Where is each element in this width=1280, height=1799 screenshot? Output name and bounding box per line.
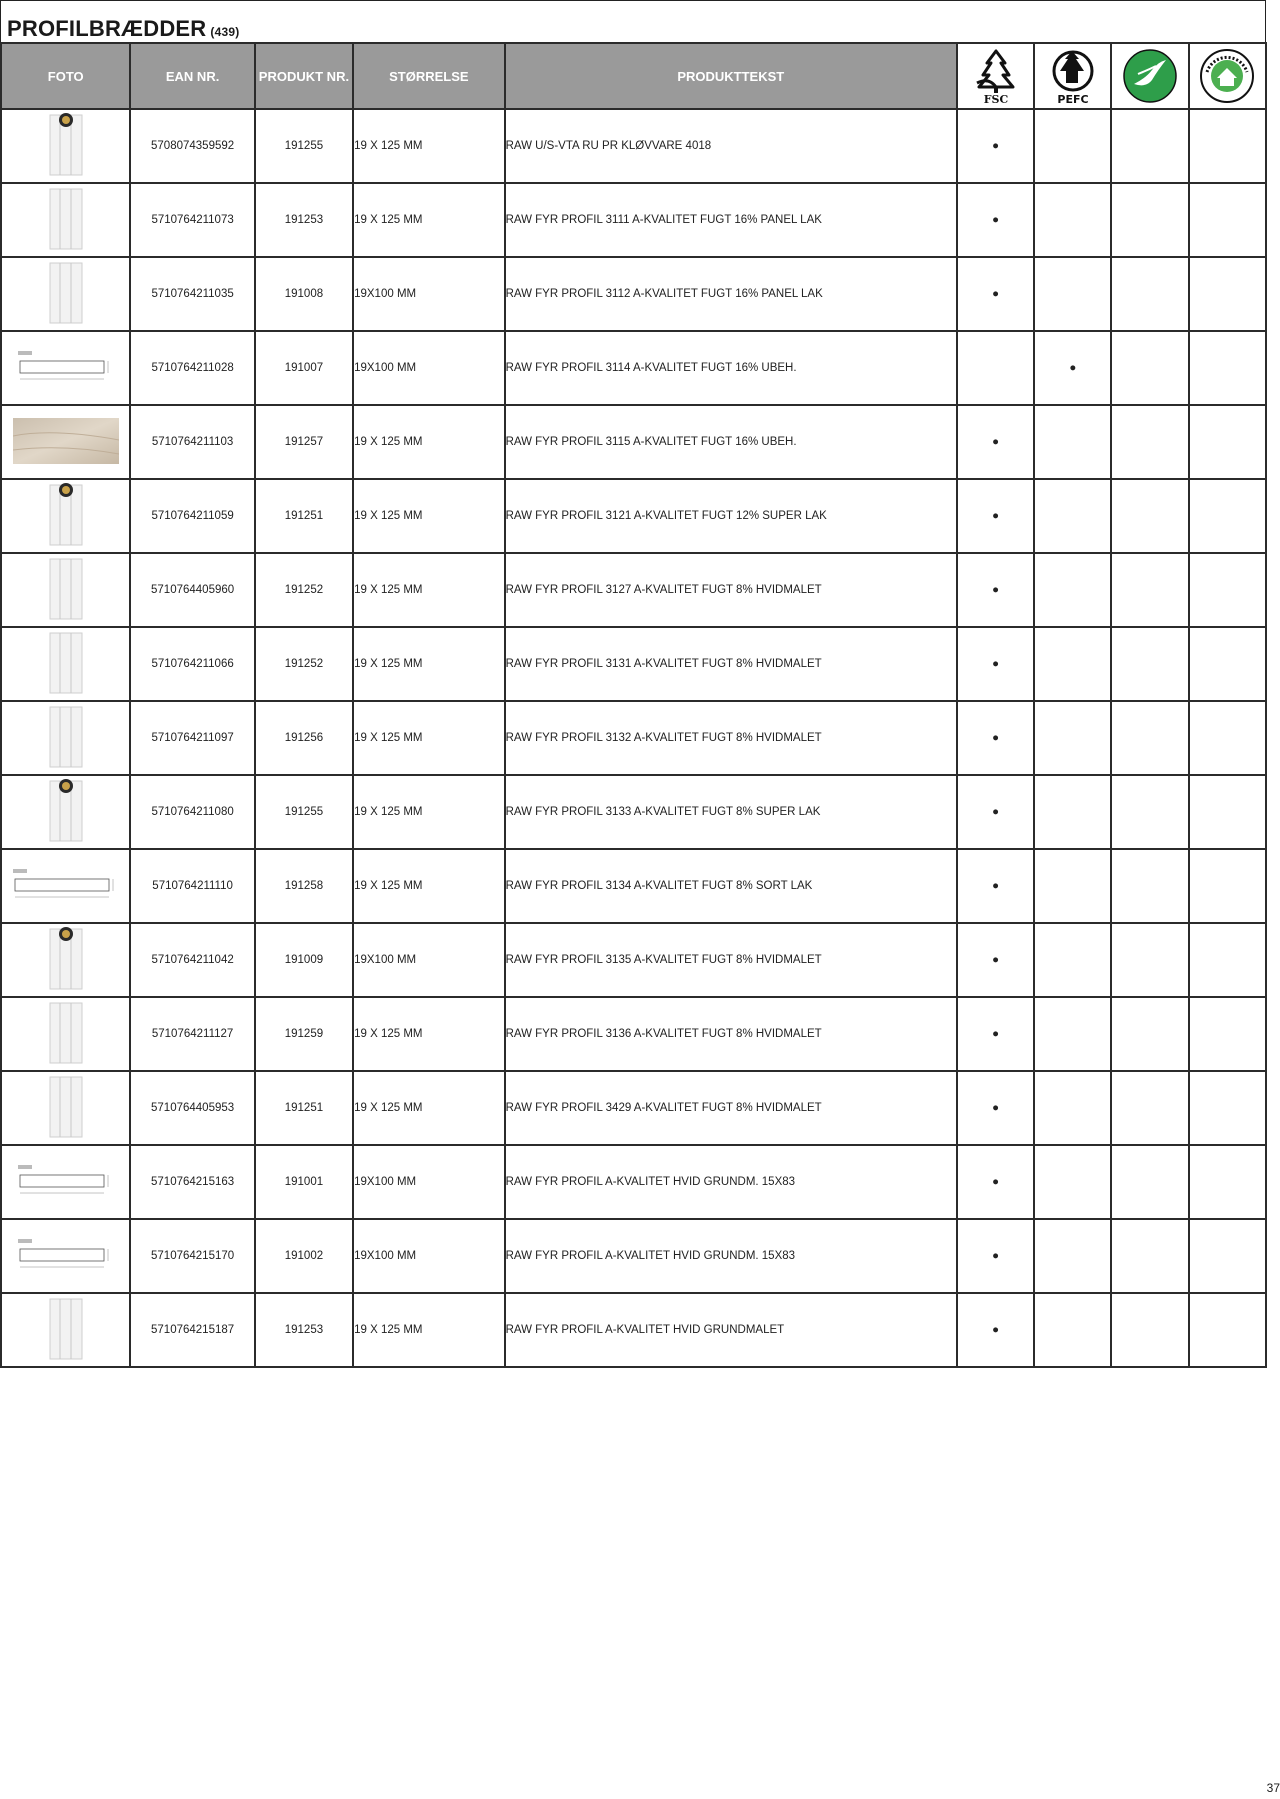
certification-dot: ● bbox=[992, 880, 1000, 892]
fsc-mark-cell bbox=[957, 257, 1034, 331]
header-ean: EAN NR. bbox=[130, 43, 254, 109]
table-row bbox=[1, 849, 1266, 923]
fsc-mark-cell bbox=[957, 923, 1034, 997]
produkt-nr-cell: 191251 bbox=[255, 479, 353, 553]
pefc-mark-cell bbox=[1034, 775, 1111, 849]
nordic-swan-mark-cell bbox=[1111, 257, 1188, 331]
produkt-nr-cell: 191007 bbox=[255, 331, 353, 405]
pefc-logo-label: PEFC bbox=[1057, 93, 1089, 105]
indoor-climate-mark-cell bbox=[1189, 849, 1266, 923]
pefc-mark-cell bbox=[1034, 1145, 1111, 1219]
header-indoor-climate bbox=[1189, 43, 1266, 109]
produkt-nr-cell: 191259 bbox=[255, 997, 353, 1071]
table-row bbox=[1, 1145, 1266, 1219]
storrelse-cell: 19 X 125 MM bbox=[353, 479, 504, 553]
nordic-swan-mark-cell bbox=[1111, 331, 1188, 405]
certification-dot: ● bbox=[992, 1250, 1000, 1262]
product-thumbnail bbox=[44, 481, 88, 552]
product-photo bbox=[1, 1145, 130, 1219]
indoor-climate-mark-cell bbox=[1189, 923, 1266, 997]
indoor-climate-mark-cell bbox=[1189, 183, 1266, 257]
indoor-climate-mark-cell bbox=[1189, 1219, 1266, 1293]
nordic-swan-mark-cell bbox=[1111, 849, 1188, 923]
product-photo bbox=[1, 183, 130, 257]
ean-cell: 5708074359592 bbox=[130, 109, 254, 183]
fsc-mark-cell bbox=[957, 627, 1034, 701]
fsc-mark-cell bbox=[957, 701, 1034, 775]
page-title-text: PROFILBRÆDDER (439) bbox=[7, 16, 240, 41]
produkt-nr-cell: 191257 bbox=[255, 405, 353, 479]
produkttekst-cell: RAW FYR PROFIL 3133 A-KVALITET FUGT 8% SUPER LAK bbox=[505, 775, 957, 849]
header-produkt-nr: PRODUKT NR. bbox=[255, 43, 353, 109]
storrelse-cell: 19 X 125 MM bbox=[353, 109, 504, 183]
certification-dot: ● bbox=[992, 288, 1000, 300]
indoor-climate-mark-cell bbox=[1189, 627, 1266, 701]
nordic-swan-mark-cell bbox=[1111, 701, 1188, 775]
nordic-swan-mark-cell bbox=[1111, 997, 1188, 1071]
certification-dot: ● bbox=[992, 140, 1000, 152]
ean-cell: 5710764215187 bbox=[130, 1293, 254, 1367]
indoor-climate-mark-cell bbox=[1189, 1071, 1266, 1145]
pefc-mark-cell bbox=[1034, 257, 1111, 331]
indoor-climate-mark-cell bbox=[1189, 1145, 1266, 1219]
product-thumbnail bbox=[16, 347, 116, 390]
certification-dot: ● bbox=[1069, 362, 1077, 374]
produkttekst-cell: RAW FYR PROFIL A-KVALITET HVID GRUNDM. 15X83 bbox=[505, 1145, 957, 1219]
product-photo bbox=[1, 331, 130, 405]
product-thumbnail bbox=[44, 925, 88, 996]
produkt-nr-cell: 191256 bbox=[255, 701, 353, 775]
table-row bbox=[1, 1219, 1266, 1293]
product-photo bbox=[1, 849, 130, 923]
produkttekst-cell: RAW FYR PROFIL 3135 A-KVALITET FUGT 8% HVIDMALET bbox=[505, 923, 957, 997]
pefc-mark-cell bbox=[1034, 331, 1111, 405]
page-title bbox=[0, 0, 1266, 42]
product-photo bbox=[1, 775, 130, 849]
storrelse-cell: 19 X 125 MM bbox=[353, 627, 504, 701]
pefc-logo-icon bbox=[1046, 47, 1100, 105]
produkttekst-cell: RAW FYR PROFIL 3132 A-KVALITET FUGT 8% HVIDMALET bbox=[505, 701, 957, 775]
nordic-swan-mark-cell bbox=[1111, 109, 1188, 183]
produkttekst-cell: RAW FYR PROFIL A-KVALITET HVID GRUNDMALET bbox=[505, 1293, 957, 1367]
pefc-mark-cell bbox=[1034, 1071, 1111, 1145]
produkt-nr-cell: 191253 bbox=[255, 1293, 353, 1367]
product-thumbnail bbox=[44, 185, 88, 256]
product-thumbnail bbox=[44, 629, 88, 700]
product-thumbnail bbox=[44, 1295, 88, 1366]
pefc-mark-cell bbox=[1034, 923, 1111, 997]
indoor-climate-mark-cell bbox=[1189, 331, 1266, 405]
storrelse-cell: 19X100 MM bbox=[353, 923, 504, 997]
fsc-mark-cell bbox=[957, 1219, 1034, 1293]
fsc-mark-cell bbox=[957, 775, 1034, 849]
produkt-nr-cell: 191252 bbox=[255, 553, 353, 627]
nordic-swan-mark-cell bbox=[1111, 923, 1188, 997]
certification-dot: ● bbox=[992, 954, 1000, 966]
table-row bbox=[1, 627, 1266, 701]
storrelse-cell: 19 X 125 MM bbox=[353, 553, 504, 627]
nordic-swan-mark-cell bbox=[1111, 1071, 1188, 1145]
ean-cell: 5710764211042 bbox=[130, 923, 254, 997]
product-thumbnail bbox=[11, 865, 121, 908]
ean-cell: 5710764211103 bbox=[130, 405, 254, 479]
table-header-row bbox=[1, 43, 1266, 109]
certification-dot: ● bbox=[992, 584, 1000, 596]
ean-cell: 5710764211080 bbox=[130, 775, 254, 849]
produkt-nr-cell: 191252 bbox=[255, 627, 353, 701]
table-row bbox=[1, 183, 1266, 257]
header-fsc bbox=[957, 43, 1034, 109]
certification-dot: ● bbox=[992, 732, 1000, 744]
storrelse-cell: 19 X 125 MM bbox=[353, 849, 504, 923]
table-row bbox=[1, 701, 1266, 775]
fsc-mark-cell bbox=[957, 997, 1034, 1071]
fsc-mark-cell bbox=[957, 331, 1034, 405]
table-row bbox=[1, 923, 1266, 997]
produkt-nr-cell: 191001 bbox=[255, 1145, 353, 1219]
table-row bbox=[1, 257, 1266, 331]
pefc-mark-cell bbox=[1034, 553, 1111, 627]
produkttekst-cell: RAW FYR PROFIL 3115 A-KVALITET FUGT 16% UBEH. bbox=[505, 405, 957, 479]
indoor-climate-mark-cell bbox=[1189, 479, 1266, 553]
produkt-nr-cell: 191009 bbox=[255, 923, 353, 997]
produkt-nr-cell: 191008 bbox=[255, 257, 353, 331]
indoor-climate-mark-cell bbox=[1189, 1293, 1266, 1367]
product-photo bbox=[1, 405, 130, 479]
fsc-mark-cell bbox=[957, 109, 1034, 183]
pefc-mark-cell bbox=[1034, 405, 1111, 479]
nordic-swan-logo-icon bbox=[1122, 48, 1178, 104]
produkt-nr-cell: 191002 bbox=[255, 1219, 353, 1293]
table-row bbox=[1, 1293, 1266, 1367]
header-nordic-swan bbox=[1111, 43, 1188, 109]
product-table bbox=[0, 42, 1267, 1368]
ean-cell: 5710764211110 bbox=[130, 849, 254, 923]
product-thumbnail bbox=[16, 1235, 116, 1278]
product-photo bbox=[1, 997, 130, 1071]
indoor-climate-mark-cell bbox=[1189, 553, 1266, 627]
product-photo bbox=[1, 701, 130, 775]
storrelse-cell: 19 X 125 MM bbox=[353, 701, 504, 775]
ean-cell: 5710764405953 bbox=[130, 1071, 254, 1145]
indoor-climate-mark-cell bbox=[1189, 257, 1266, 331]
produkttekst-cell: RAW FYR PROFIL 3121 A-KVALITET FUGT 12% SUPER LAK bbox=[505, 479, 957, 553]
certification-dot: ● bbox=[992, 436, 1000, 448]
indoor-climate-mark-cell bbox=[1189, 109, 1266, 183]
indoor-climate-mark-cell bbox=[1189, 997, 1266, 1071]
produkttekst-cell: RAW FYR PROFIL 3127 A-KVALITET FUGT 8% HVIDMALET bbox=[505, 553, 957, 627]
product-thumbnail bbox=[44, 703, 88, 774]
fsc-logo-label: FSC bbox=[983, 93, 1008, 105]
indoor-climate-mark-cell bbox=[1189, 775, 1266, 849]
product-photo bbox=[1, 109, 130, 183]
pefc-mark-cell bbox=[1034, 479, 1111, 553]
certification-dot: ● bbox=[992, 1324, 1000, 1336]
ean-cell: 5710764211097 bbox=[130, 701, 254, 775]
fsc-mark-cell bbox=[957, 1293, 1034, 1367]
page-number: 37 bbox=[1266, 1781, 1280, 1795]
certification-dot: ● bbox=[992, 658, 1000, 670]
nordic-swan-mark-cell bbox=[1111, 1219, 1188, 1293]
ean-cell: 5710764405960 bbox=[130, 553, 254, 627]
product-thumbnail bbox=[44, 1073, 88, 1144]
storrelse-cell: 19 X 125 MM bbox=[353, 997, 504, 1071]
product-photo bbox=[1, 627, 130, 701]
fsc-mark-cell bbox=[957, 849, 1034, 923]
product-thumbnail bbox=[44, 777, 88, 848]
table-row bbox=[1, 997, 1266, 1071]
pefc-mark-cell bbox=[1034, 701, 1111, 775]
produkt-nr-cell: 191253 bbox=[255, 183, 353, 257]
table-row bbox=[1, 553, 1266, 627]
product-thumbnail bbox=[44, 111, 88, 182]
ean-cell: 5710764211066 bbox=[130, 627, 254, 701]
product-count: (439) bbox=[210, 25, 240, 39]
ean-cell: 5710764215170 bbox=[130, 1219, 254, 1293]
product-photo bbox=[1, 1293, 130, 1367]
table-row bbox=[1, 1071, 1266, 1145]
fsc-mark-cell bbox=[957, 405, 1034, 479]
nordic-swan-mark-cell bbox=[1111, 775, 1188, 849]
pefc-mark-cell bbox=[1034, 1219, 1111, 1293]
indoor-climate-mark-cell bbox=[1189, 405, 1266, 479]
pefc-mark-cell bbox=[1034, 849, 1111, 923]
product-thumbnail bbox=[44, 259, 88, 330]
produkttekst-cell: RAW FYR PROFIL 3131 A-KVALITET FUGT 8% HVIDMALET bbox=[505, 627, 957, 701]
produkttekst-cell: RAW FYR PROFIL 3114 A-KVALITET FUGT 16% UBEH. bbox=[505, 331, 957, 405]
indoor-climate-mark-cell bbox=[1189, 701, 1266, 775]
storrelse-cell: 19 X 125 MM bbox=[353, 183, 504, 257]
produkttekst-cell: RAW FYR PROFIL 3111 A-KVALITET FUGT 16% PANEL LAK bbox=[505, 183, 957, 257]
table-row bbox=[1, 479, 1266, 553]
product-photo bbox=[1, 923, 130, 997]
ean-cell: 5710764211073 bbox=[130, 183, 254, 257]
storrelse-cell: 19 X 125 MM bbox=[353, 1071, 504, 1145]
produkt-nr-cell: 191255 bbox=[255, 109, 353, 183]
table-row bbox=[1, 405, 1266, 479]
pefc-mark-cell bbox=[1034, 1293, 1111, 1367]
produkt-nr-cell: 191255 bbox=[255, 775, 353, 849]
table-row bbox=[1, 331, 1266, 405]
table-row bbox=[1, 109, 1266, 183]
indoor-climate-label-icon bbox=[1199, 48, 1255, 104]
storrelse-cell: 19 X 125 MM bbox=[353, 1293, 504, 1367]
ean-cell: 5710764211059 bbox=[130, 479, 254, 553]
certification-dot: ● bbox=[992, 214, 1000, 226]
storrelse-cell: 19 X 125 MM bbox=[353, 775, 504, 849]
nordic-swan-mark-cell bbox=[1111, 627, 1188, 701]
fsc-mark-cell bbox=[957, 553, 1034, 627]
produkt-nr-cell: 191258 bbox=[255, 849, 353, 923]
fsc-mark-cell bbox=[957, 183, 1034, 257]
storrelse-cell: 19X100 MM bbox=[353, 257, 504, 331]
produkttekst-cell: RAW FYR PROFIL A-KVALITET HVID GRUNDM. 15X83 bbox=[505, 1219, 957, 1293]
pefc-mark-cell bbox=[1034, 183, 1111, 257]
produkttekst-cell: RAW FYR PROFIL 3136 A-KVALITET FUGT 8% HVIDMALET bbox=[505, 997, 957, 1071]
product-photo bbox=[1, 479, 130, 553]
nordic-swan-mark-cell bbox=[1111, 553, 1188, 627]
storrelse-cell: 19X100 MM bbox=[353, 1145, 504, 1219]
produkttekst-cell: RAW FYR PROFIL 3429 A-KVALITET FUGT 8% HVIDMALET bbox=[505, 1071, 957, 1145]
ean-cell: 5710764211127 bbox=[130, 997, 254, 1071]
nordic-swan-mark-cell bbox=[1111, 1293, 1188, 1367]
certification-dot: ● bbox=[992, 1176, 1000, 1188]
product-thumbnail bbox=[44, 999, 88, 1070]
pefc-mark-cell bbox=[1034, 627, 1111, 701]
produkttekst-cell: RAW U/S-VTA RU PR KLØVVARE 4018 bbox=[505, 109, 957, 183]
produkttekst-cell: RAW FYR PROFIL 3134 A-KVALITET FUGT 8% SORT LAK bbox=[505, 849, 957, 923]
fsc-mark-cell bbox=[957, 1145, 1034, 1219]
product-thumbnail bbox=[16, 1161, 116, 1204]
header-storrelse: STØRRELSE bbox=[353, 43, 504, 109]
ean-cell: 5710764211028 bbox=[130, 331, 254, 405]
product-thumbnail bbox=[13, 418, 119, 467]
produkttekst-cell: RAW FYR PROFIL 3112 A-KVALITET FUGT 16% PANEL LAK bbox=[505, 257, 957, 331]
product-photo bbox=[1, 553, 130, 627]
pefc-mark-cell bbox=[1034, 997, 1111, 1071]
pefc-mark-cell bbox=[1034, 109, 1111, 183]
table-row bbox=[1, 775, 1266, 849]
nordic-swan-mark-cell bbox=[1111, 479, 1188, 553]
header-foto: FOTO bbox=[1, 43, 130, 109]
fsc-mark-cell bbox=[957, 1071, 1034, 1145]
certification-dot: ● bbox=[992, 1102, 1000, 1114]
nordic-swan-mark-cell bbox=[1111, 1145, 1188, 1219]
ean-cell: 5710764211035 bbox=[130, 257, 254, 331]
fsc-logo-icon bbox=[969, 47, 1023, 105]
ean-cell: 5710764215163 bbox=[130, 1145, 254, 1219]
header-pefc bbox=[1034, 43, 1111, 109]
header-produkttekst: PRODUKTTEKST bbox=[505, 43, 957, 109]
product-photo bbox=[1, 257, 130, 331]
storrelse-cell: 19X100 MM bbox=[353, 1219, 504, 1293]
certification-dot: ● bbox=[992, 510, 1000, 522]
produkt-nr-cell: 191251 bbox=[255, 1071, 353, 1145]
storrelse-cell: 19X100 MM bbox=[353, 331, 504, 405]
nordic-swan-mark-cell bbox=[1111, 405, 1188, 479]
product-photo bbox=[1, 1071, 130, 1145]
certification-dot: ● bbox=[992, 806, 1000, 818]
storrelse-cell: 19 X 125 MM bbox=[353, 405, 504, 479]
nordic-swan-mark-cell bbox=[1111, 183, 1188, 257]
product-photo bbox=[1, 1219, 130, 1293]
fsc-mark-cell bbox=[957, 479, 1034, 553]
product-thumbnail bbox=[44, 555, 88, 626]
certification-dot: ● bbox=[992, 1028, 1000, 1040]
